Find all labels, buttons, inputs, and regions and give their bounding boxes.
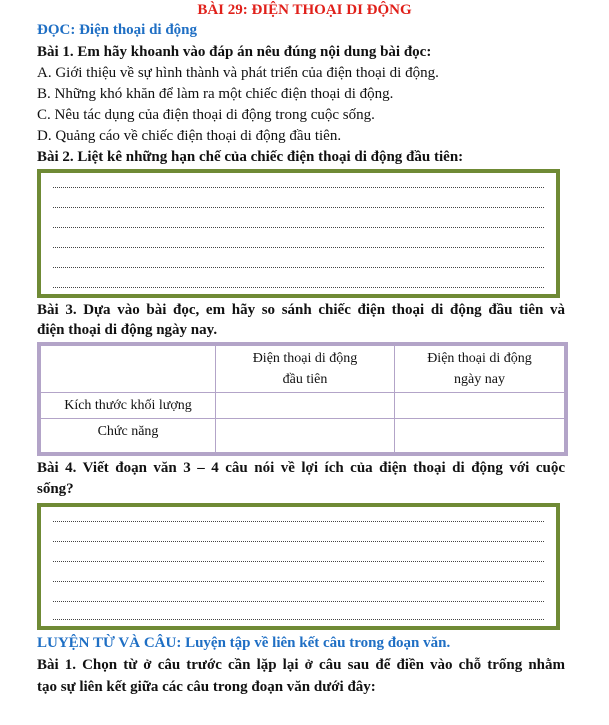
dotted-line-text — [53, 527, 544, 541]
dotted-line-text — [53, 605, 544, 619]
answer-line[interactable] — [53, 601, 544, 602]
dotted-line-text — [53, 507, 544, 521]
dotted-line-text — [53, 587, 544, 601]
header-text: Điện thoại di động — [252, 351, 358, 366]
answer-line[interactable] — [53, 247, 544, 248]
table-header-first-phone — [216, 344, 395, 393]
ex2-prompt: Bài 2. Liệt kê những hạn chế của chiếc điện thoại di động đầu tiên: — [37, 149, 464, 165]
answer-line[interactable] — [53, 581, 544, 582]
answer-line[interactable] — [53, 561, 544, 562]
dotted-line-text — [53, 193, 544, 207]
dotted-line-text — [53, 213, 544, 227]
dotted-line-text — [53, 273, 544, 287]
answer-line[interactable] — [53, 619, 544, 620]
reading-heading: ĐỌC: Điện thoại di động — [37, 22, 198, 38]
table-row-label-function: Chức năng — [39, 419, 216, 455]
table-cell-input[interactable] — [216, 419, 395, 455]
header-text: ngày nay — [454, 372, 505, 387]
answer-line[interactable] — [53, 267, 544, 268]
ltvc-ex1-line2: tạo sự liên kết giữa các câu trong đoạn văn dưới đây: — [37, 679, 376, 695]
comparison-table — [37, 342, 568, 456]
answer-line[interactable] — [53, 287, 544, 288]
ex1-option-c[interactable]: C. Nêu tác dụng của điện thoại di động trong cuộc sống. — [37, 107, 375, 123]
ex2-answer-box[interactable] — [37, 169, 560, 298]
ex1-prompt: Bài 1. Em hãy khoanh vào đáp án nêu đúng nội dung bài đọc: — [37, 44, 432, 60]
page-title: BÀI 29: ĐIỆN THOẠI DI ĐỘNG — [197, 2, 412, 18]
table-cell-input[interactable] — [395, 393, 567, 419]
table-corner-cell — [39, 344, 216, 393]
ex4-prompt-line2: sống? — [37, 481, 74, 497]
answer-line[interactable] — [53, 541, 544, 542]
ex4-answer-box[interactable] — [37, 503, 560, 630]
answer-line[interactable] — [53, 207, 544, 208]
answer-line[interactable] — [53, 187, 544, 188]
ex1-option-d[interactable]: D. Quảng cáo về chiếc điện thoại di động đầu tiên. — [37, 128, 342, 144]
answer-line[interactable] — [53, 227, 544, 228]
table-row-label-size: Kích thước khối lượng — [39, 393, 216, 419]
table-header-modern-phone — [395, 344, 567, 393]
dotted-line-text — [53, 567, 544, 581]
ex1-option-a[interactable]: A. Giới thiệu về sự hình thành và phát triển của điện thoại di động. — [37, 65, 439, 81]
dotted-line-text — [53, 173, 544, 187]
ltvc-ex1-line1: Bài 1. Chọn từ ở câu trước cần lặp lại ở câu sau để điền vào chỗ trống nhằm — [37, 657, 565, 673]
answer-line[interactable] — [53, 521, 544, 522]
header-text: đầu tiên — [282, 372, 328, 387]
table-cell-input[interactable] — [216, 393, 395, 419]
ex4-prompt-line1: Bài 4. Viết đoạn văn 3 – 4 câu nói về lợi ích của điện thoại di động với cuộc — [37, 460, 565, 476]
ex1-option-b[interactable]: B. Những khó khăn để làm ra một chiếc điện thoại di động. — [37, 86, 394, 102]
dotted-line-text — [53, 233, 544, 247]
dotted-line-text — [53, 253, 544, 267]
ex3-prompt-line2: điện thoại di động ngày nay. — [37, 322, 218, 338]
dotted-line-text — [53, 547, 544, 561]
table-cell-input[interactable] — [395, 419, 567, 455]
ex3-prompt-line1: Bài 3. Dựa vào bài đọc, em hãy so sánh chiếc điện thoại di động đầu tiên và — [37, 302, 565, 318]
header-text: Điện thoại di động — [427, 351, 532, 366]
ltvc-heading: LUYỆN TỪ VÀ CÂU: Luyện tập về liên kết câu trong đoạn văn. — [37, 635, 451, 651]
